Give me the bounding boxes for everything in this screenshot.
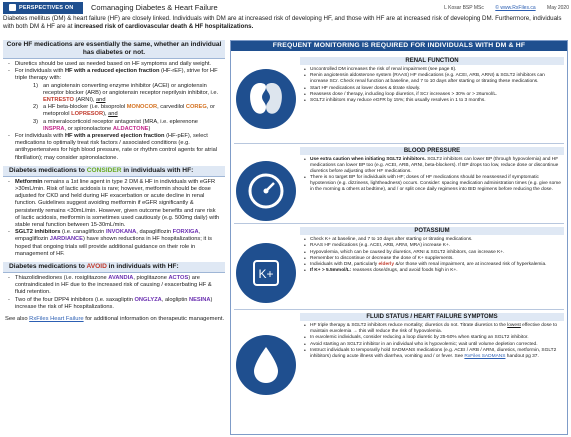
sub-text: an angiotensin converting enzyme inhibitor (ACEI) or angiotensin receptor blocker (ARB) or angiotensin receptor neprilysin inhibitor, i.e. (43, 82, 219, 96)
sub-text: , or spironolactone (64, 125, 113, 132)
bp-title: BLOOD PRESSURE (300, 147, 564, 155)
blood-pressure-section (234, 147, 564, 196)
drug-name: INVOKANA (105, 229, 137, 236)
list-item: • Start HF medications at lower doses & titrate slowly. (303, 86, 561, 92)
left-column (3, 40, 225, 323)
sub-and: and (96, 97, 106, 104)
fluid-list (300, 321, 564, 362)
item-text: , empagliflozin (15, 229, 201, 243)
perspectives-badge (3, 2, 83, 14)
heading-highlight: CONSIDER (86, 166, 122, 174)
sub-text: ), (103, 111, 109, 118)
sub-text: a mineralocorticoid receptor antagonist (MRA, i.e. eplerenone (43, 118, 198, 125)
drug-name: ACTOS (168, 275, 189, 282)
fluid-title: FLUID STATUS / HEART FAILURE SYMPTOMS (300, 313, 564, 321)
item-text: ) are contraindicated in HF due to the increased risk of causing / exacerbating HF & fluid retention. (15, 275, 212, 296)
potassium-symbol: K+ (258, 267, 274, 281)
header-meta (434, 2, 569, 14)
list-item (7, 297, 221, 311)
list-item (303, 157, 561, 175)
sub-text: ) (148, 125, 151, 132)
heading-highlight: AVOID (86, 263, 107, 271)
sub-text: , carvedilol (157, 104, 186, 111)
item-text: For individuals with (15, 133, 65, 140)
sub-text: a HF beta-blocker (i.e. bisoprolol (43, 104, 127, 111)
item-text: Instruct individuals to temporarily hold SADMANS medications (e.g. ACEI / ARB / ARNI, diuretics, metformin, SGLT2 inhibitors) during acute illness with diarrhea, vomiting and / or fever. See (310, 347, 557, 359)
item-underline: lowest (507, 323, 521, 328)
sub-item (33, 83, 221, 105)
heading-text: Diabetes medications to (9, 166, 87, 174)
list-item: • Reassess dose / therapy, including loop diuretics, if SCr increases > 30% or > 26umol/L. (303, 92, 561, 98)
list-item: • RAAS HF medications (e.g. ACEI, ARB, ARNI, MRA) increase K+. (303, 243, 561, 249)
sub-text: , or metoprolol (43, 104, 215, 118)
sub-and: and (108, 111, 118, 118)
drug-name: ONGLYZA (134, 296, 162, 303)
consider-heading (3, 166, 225, 177)
sub-number: 2) (33, 104, 39, 111)
triple-therapy-list (15, 83, 221, 133)
drug-name: INSPRA (43, 125, 65, 132)
list-item: • Check K+ at baseline, and 7 to 10 days after starting or titrating medications. (303, 237, 561, 243)
item-text: SGLT2 inhibitors can lower BP (through hypovolemia) and HF medications can lower BP too (e.g. ACEI, ARB, ARNI, beta-blockers). If BP drops too low, reduce dose or discontinue diuretics before adjusting other HF medications. (310, 157, 559, 174)
drug-name: ALDACTONE (112, 125, 149, 132)
renal-title: RENAL FUNCTION (300, 57, 564, 65)
list-item (7, 229, 221, 258)
drug-name: MONOCOR (126, 104, 158, 111)
item-text: handout pg 37. (505, 353, 539, 359)
intro-bold: increased risk of cardiovascular death & HF hospitalizations. (74, 22, 254, 30)
list-item: • In euvolemic individuals, consider reducing a loop diuretic by 25-50% when starting an SGLT2 inhibitor. (303, 335, 561, 341)
sub-number: 3) (33, 118, 39, 125)
list-item (7, 133, 221, 162)
heading-text: Diabetes medications to (9, 263, 87, 271)
author: L Kosar BSP MSc (444, 5, 484, 11)
item-text: (HF-pEF), select medications to optimally treat risk factors / associated conditions (e.g. antihypertensives for high blood pressure, rate or rhythm control agents for atrial fibrillation); may consider spironolactone. (15, 133, 218, 161)
item-highlight: elderly (378, 262, 394, 268)
note-text: for additional information on therapeutic management. (83, 316, 225, 323)
fluid-status-section (234, 313, 564, 362)
heading-text: in individuals with HF: (121, 166, 194, 174)
renal-list (300, 65, 564, 106)
item-text: ) increase the risk of HF hospitalizations. (15, 296, 213, 310)
drug-name: FORXIGA (172, 229, 199, 236)
renal-section (234, 57, 564, 106)
divider (234, 309, 564, 310)
potassium-list (300, 235, 564, 277)
list-item (7, 275, 221, 297)
list-item (303, 268, 561, 274)
rxfiles-hf-link[interactable]: RxFiles Heart Failure (29, 316, 84, 323)
intro-text: Diabetes mellitus (DM) & heart failure (HF) are closely linked. Individuals with DM are at increased risk of developing HF, and those with HF are at increased risk of developing DM. Furthermore, individuals with both DM & HF are at (3, 15, 562, 30)
drug-name: ENTRESTO (43, 97, 74, 104)
drug-name: AVANDIA (108, 275, 134, 282)
list-item (7, 61, 221, 68)
item-text: Diuretics should be used as needed based on HF symptoms and daily weight. (15, 61, 212, 67)
item-bold: Use extra caution when initiating SGLT2 inhibitors. (310, 157, 426, 162)
list-item (303, 323, 561, 335)
item-bold: HF with a reduced ejection fraction (64, 68, 160, 75)
core-medications-list (3, 59, 225, 163)
page-title: Comanaging Diabetes & Heart Failure (91, 3, 218, 12)
list-item: • Remember to discontinue or decrease the dose of K+ supplements. (303, 256, 561, 262)
bp-list (300, 155, 564, 196)
item-text: &/or those with renal impairment, are at increased risk of hyperkalemia. (393, 262, 547, 268)
item-text: Individuals with DM, particularly (310, 262, 379, 268)
item-text: (HF-rEF), strive for HF triple therapy with: (15, 68, 218, 82)
item-bold: SGLT2 inhibitors (15, 229, 61, 236)
sadmans-link[interactable]: RxFiles SADMANS (464, 353, 506, 359)
drug-name: NESINA (188, 296, 211, 303)
monitoring-banner: FREQUENT MONITORING IS REQUIRED FOR INDIVIDUALS WITH DM & HF (231, 41, 567, 51)
item-text: , alogliptin (161, 296, 189, 303)
monitoring-panel (230, 40, 568, 435)
water-drop-icon (236, 335, 296, 395)
divider (234, 143, 564, 144)
intro-paragraph (3, 15, 569, 31)
note-text: See also (5, 316, 30, 323)
rxfiles-logo-icon (9, 4, 16, 11)
drug-name: LOPRESOR (71, 111, 104, 118)
sub-item (33, 119, 221, 133)
item-text: remains a 1st line agent in type 2 DM & HF in individuals with eGFR >30mL/min. Risk of lactic acidosis is rare; however, metformin should be dose adjusted for CKD and held during HF exacerbation or acute decline in renal function. Guidelines suggest avoiding metformin if eGFR significantly & persistently remains <30mL/min. However, given outcome benefits and rare risk of lactic acidosis, metformin is sometimes used cautiously (e.g. 500mg daily) with stable renal function between 15-30mL/min. (15, 178, 220, 229)
list-item: • Renin angiotensin aldosterone system (RAAS) HF medications (e.g. ACEI, ARB, ARNI) & SGLT2 inhibitors can increase SCr. Check renal function at baseline, and 7 to 10 days after starting or titrating these medications. (303, 73, 561, 85)
sub-item (33, 104, 221, 118)
drug-name: COREG (185, 104, 207, 111)
list-item: • There is no target BP for individuals with HF; doses of HF medications should be reassessed if symptomatic hypotension (e.g. dizziness, lightheadness) occurs. Consider: spacing medication administration times (e.g. give some in the morning & others at bedtime), and / or split once daily regimens into BID regimens before reducing the dose. (303, 175, 561, 193)
item-text: , pioglitazone (133, 275, 169, 282)
website-link[interactable]: © www.RxFiles.ca (495, 5, 536, 11)
item-text: Two of the four DPP4 inhibitors (i.e. saxagliptin (15, 296, 135, 303)
list-item: • Avoid starting an SGLT2 inhibitor in an individual who is hypovolemic; wait until volume depletion corrected. (303, 342, 561, 348)
divider (234, 223, 564, 224)
heading-text: in individuals with HF: (106, 263, 179, 271)
list-item: • Hypovolemia, which can be caused by diuretics, ARNI & SGLT2 inhibitors, can increase K+. (303, 250, 561, 256)
item-text: ) have shown reductions in HF hospitalizations; it is hoped that ongoing trials will provide additional guidance on their role in management of HF. (15, 236, 212, 257)
item-text: HF triple therapy & SGLT2 inhibitors reduce mortality; diuretics do not. Titrate diuretics to the (310, 323, 508, 328)
list-item (7, 179, 221, 229)
potassium-title: POTASSIUM (300, 227, 564, 235)
item-bold: If K+ > 5.5mmol/L: (310, 268, 352, 274)
avoid-list (3, 273, 225, 312)
item-text: For individuals with (15, 68, 65, 75)
item-text: (i.e. canagliflozin (60, 229, 106, 236)
date: May 2020 (547, 5, 569, 11)
consider-list (3, 177, 225, 259)
drug-name: JARDIANCE (49, 236, 83, 243)
item-text: effective dose to maintain euvolemia → this will reduce the risk of hypovolemia. (310, 323, 557, 334)
avoid-heading (3, 262, 225, 273)
kidney-icon (236, 69, 296, 129)
item-text: Thiazolidinediones (i.e. rosiglitazone (15, 275, 109, 282)
potassium-section (234, 227, 564, 281)
page-header (3, 2, 569, 15)
list-item: • Uncontrolled DM increases the risk of renal impairment (see page 8). (303, 67, 561, 73)
potassium-icon (236, 243, 296, 303)
blood-pressure-gauge-icon (236, 161, 296, 221)
sub-number: 1) (33, 82, 39, 89)
badge-label: PERSPECTIVES ON (19, 5, 74, 11)
item-bold: Metformin (15, 178, 43, 185)
core-medications-heading: Core HF medications are essentially the same, whether an individual has diabetes or not. (3, 40, 225, 59)
item-bold: HF with a preserved ejection fraction (64, 133, 165, 140)
item-text: , dapagliflozin (136, 229, 173, 236)
item-text: reassess dose/drugs, and avoid foods high in K+. (351, 268, 458, 274)
list-item (303, 348, 561, 360)
list-item: • SGLT2 inhibitors may reduce eGFR by 15%; this usually resolves in 1 to 3 months. (303, 98, 561, 104)
list-item (7, 68, 221, 133)
sub-text: (ARNI), (73, 97, 96, 104)
see-also-note (3, 316, 225, 323)
